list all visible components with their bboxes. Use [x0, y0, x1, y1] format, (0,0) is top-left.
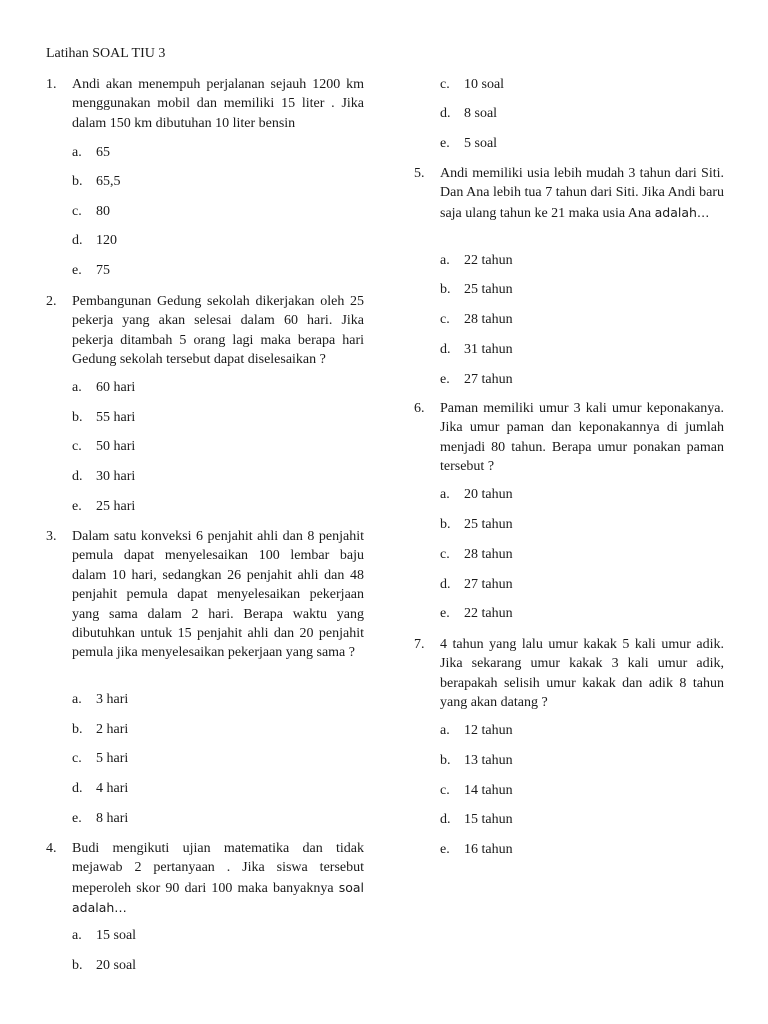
option-text: 20 tahun — [464, 487, 513, 502]
option-text: 15 soal — [96, 928, 137, 943]
option-6a — [440, 485, 513, 505]
page-title: Latihan SOAL TIU 3 — [46, 46, 166, 61]
option-4d — [440, 104, 497, 124]
option-letter: d. — [72, 781, 83, 796]
option-1e — [72, 261, 110, 281]
option-2a — [72, 378, 135, 398]
option-letter: a. — [440, 253, 450, 268]
option-3e — [72, 809, 128, 829]
question-text: 4 tahun yang lalu umur kakak 5 kali umur adik. Jika sekarang umur kakak 3 kali umur adik, berapakah selisih umur kakak dan adik 8 tahun yang akan datang ? — [440, 637, 724, 711]
option-3b — [72, 720, 128, 740]
option-letter: b. — [72, 174, 83, 189]
option-3a — [72, 690, 128, 710]
option-4c — [440, 75, 504, 95]
question-text-main: Budi mengikuti ujian matematika dan tidak mejawab 2 pertanyaan . Jika siswa tersebut meperoleh skor 90 dari 100 maka banyaknya — [72, 841, 364, 896]
option-letter: b. — [440, 517, 451, 532]
option-letter: e. — [440, 606, 450, 621]
option-letter: a. — [440, 487, 450, 502]
option-7d — [440, 810, 513, 830]
option-5d — [440, 340, 513, 360]
option-letter: e. — [72, 263, 82, 278]
option-1a — [72, 143, 110, 163]
question-1 — [46, 75, 364, 133]
option-letter: e. — [72, 811, 82, 826]
option-7e — [440, 840, 513, 860]
option-letter: c. — [72, 439, 82, 454]
option-text: 3 hari — [96, 692, 129, 707]
question-number: 6. — [414, 401, 425, 416]
option-text: 22 tahun — [464, 253, 513, 268]
option-text: 5 hari — [96, 751, 129, 766]
option-6e — [440, 604, 513, 624]
option-text: 60 hari — [96, 380, 136, 395]
question-5 — [414, 164, 724, 223]
option-3c — [72, 749, 128, 769]
question-4 — [46, 839, 364, 919]
option-5a — [440, 251, 513, 271]
option-2b — [72, 408, 135, 428]
option-7a — [440, 721, 513, 741]
option-text: 120 — [96, 233, 117, 248]
option-text: 28 tahun — [464, 312, 513, 327]
option-text: 75 — [96, 263, 110, 278]
question-number: 3. — [46, 529, 57, 544]
option-letter: b. — [440, 282, 451, 297]
option-letter: a. — [72, 145, 82, 160]
question-number: 4. — [46, 841, 57, 856]
option-text: 10 soal — [464, 77, 505, 92]
question-text: Andi akan menempuh perjalanan sejauh 1200 km menggunakan mobil dan memiliki 15 liter . Jika dalam 150 km dibutuhan 10 liter bensin — [72, 77, 364, 131]
question-number: 5. — [414, 166, 425, 181]
option-text: 65,5 — [96, 174, 121, 189]
question-text: Paman memiliki umur 3 kali umur keponakanya. Jika umur paman dan keponakannya di jumlah menjadi 80 tahun. Berapa umur ponakan paman tersebut ? — [440, 401, 724, 475]
question-6 — [414, 399, 724, 477]
option-letter: b. — [72, 722, 83, 737]
option-letter: a. — [72, 380, 82, 395]
option-text: 16 tahun — [464, 842, 513, 857]
option-text: 80 — [96, 204, 110, 219]
option-text: 14 tahun — [464, 783, 513, 798]
option-text: 25 hari — [96, 499, 136, 514]
question-7 — [414, 635, 724, 713]
option-6d — [440, 575, 513, 595]
option-letter: d. — [440, 812, 451, 827]
option-1b — [72, 172, 121, 192]
question-text: Dalam satu konveksi 6 penjahit ahli dan 8 penjahit pemula dapat menyelesaikan 100 lembar baju dalam 10 hari, sedangkan 26 penjahit ahli dan 48 penjahit pemula dapat menyelesaikan pekerjaan yang sama dalam 2 hari. Berapa waktu yang dibutuhkan untuk 15 penjahit ahli dan 20 penjahit pemula jika menyelesaikan pekerjaan yang sama ? — [72, 529, 364, 661]
option-letter: a. — [72, 692, 82, 707]
option-letter: d. — [72, 233, 83, 248]
option-text: 15 tahun — [464, 812, 513, 827]
option-text: 27 tahun — [464, 577, 513, 592]
option-6c — [440, 545, 513, 565]
option-letter: e. — [440, 842, 450, 857]
option-letter: a. — [72, 928, 82, 943]
option-letter: a. — [440, 723, 450, 738]
question-text-tail: adalah… — [654, 204, 710, 220]
option-text: 8 soal — [464, 106, 498, 121]
option-letter: e. — [440, 136, 450, 151]
option-letter: c. — [440, 312, 450, 327]
option-letter: d. — [440, 342, 451, 357]
option-letter: b. — [440, 753, 451, 768]
option-text: 55 hari — [96, 410, 136, 425]
option-4a — [72, 926, 136, 946]
option-letter: e. — [440, 372, 450, 387]
option-5c — [440, 310, 513, 330]
option-4e — [440, 134, 497, 154]
question-text: Pembangunan Gedung sekolah dikerjakan oleh 25 pekerja yang akan selesai dalam 60 hari. Jika pekerja ditambah 5 orang lagi maka berapa hari Gedung sekolah tersebut dapat diselesaikan ? — [72, 294, 364, 368]
option-letter: b. — [72, 958, 83, 973]
option-letter: c. — [72, 204, 82, 219]
option-text: 25 tahun — [464, 517, 513, 532]
option-1c — [72, 202, 110, 222]
option-text: 30 hari — [96, 469, 136, 484]
option-text: 20 soal — [96, 958, 137, 973]
option-letter: c. — [440, 783, 450, 798]
option-text: 27 tahun — [464, 372, 513, 387]
option-text: 22 tahun — [464, 606, 513, 621]
option-6b — [440, 515, 513, 535]
option-letter: d. — [440, 106, 451, 121]
option-text: 65 — [96, 145, 110, 160]
question-text-main: Andi memiliki usia lebih mudah 3 tahun dari Siti. Dan Ana lebih tua 7 tahun dari Siti. Jika Andi baru saja ulang tahun ke 21 maka usia Ana — [440, 166, 724, 221]
question-number: 2. — [46, 294, 57, 309]
option-letter: e. — [72, 499, 82, 514]
option-3d — [72, 779, 128, 799]
option-7c — [440, 781, 513, 801]
option-letter: c. — [440, 77, 450, 92]
option-5b — [440, 280, 513, 300]
option-letter: c. — [72, 751, 82, 766]
option-letter: d. — [72, 469, 83, 484]
option-text: 25 tahun — [464, 282, 513, 297]
option-letter: b. — [72, 410, 83, 425]
question-3 — [46, 527, 364, 663]
option-text: 5 soal — [464, 136, 498, 151]
option-4b — [72, 956, 136, 976]
option-text: 12 tahun — [464, 723, 513, 738]
option-2e — [72, 497, 135, 517]
option-7b — [440, 751, 513, 771]
option-text: 2 hari — [96, 722, 129, 737]
question-text — [440, 164, 724, 223]
option-letter: d. — [440, 577, 451, 592]
question-text-tail: soal adalah… — [72, 879, 365, 916]
option-text: 50 hari — [96, 439, 136, 454]
option-text: 28 tahun — [464, 547, 513, 562]
option-text: 8 hari — [96, 811, 129, 826]
option-2d — [72, 467, 135, 487]
option-text: 31 tahun — [464, 342, 513, 357]
option-letter: c. — [440, 547, 450, 562]
option-text: 13 tahun — [464, 753, 513, 768]
question-number: 1. — [46, 77, 57, 92]
question-number: 7. — [414, 637, 425, 652]
option-1d — [72, 231, 117, 251]
option-5e — [440, 370, 513, 390]
option-text: 4 hari — [96, 781, 129, 796]
option-2c — [72, 437, 135, 457]
question-2 — [46, 292, 364, 370]
question-text — [72, 839, 364, 919]
